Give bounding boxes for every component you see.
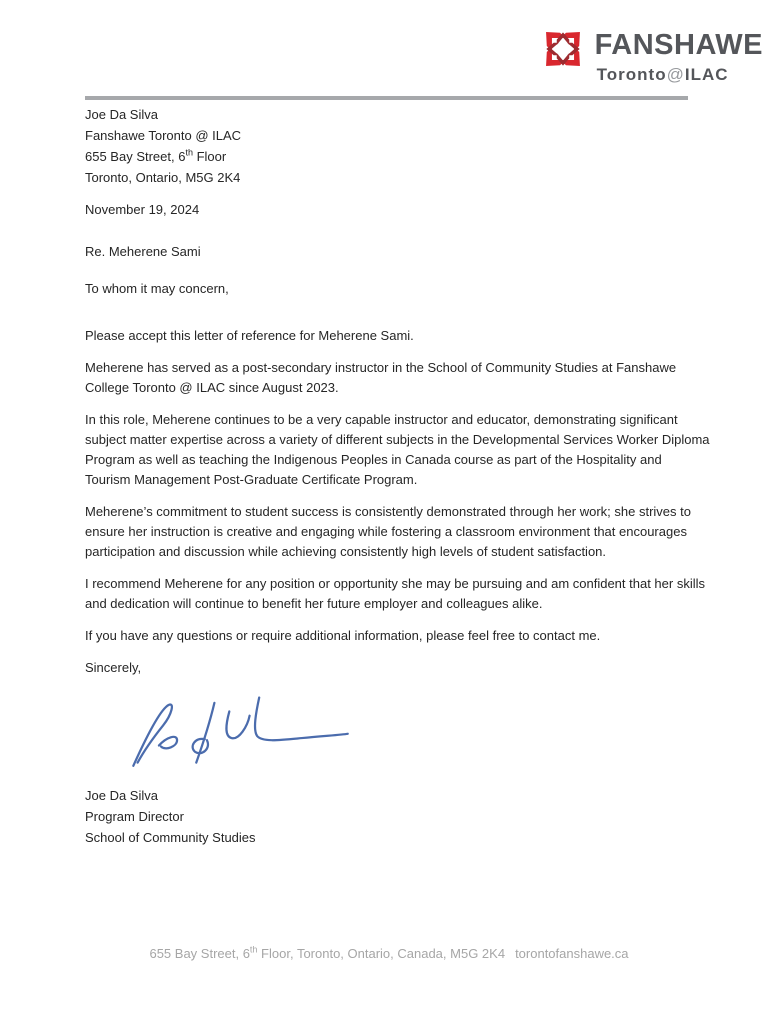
at-sign: @ (666, 65, 685, 84)
subject-line: Re. Meherene Sami (85, 244, 201, 259)
paragraph: Please accept this letter of reference for Meherene Sami. (85, 328, 414, 343)
footer-address-prefix: 655 Bay Street, 6 (149, 946, 250, 961)
fanshawe-starburst-icon (538, 24, 588, 74)
letter-date: November 19, 2024 (85, 202, 200, 217)
salutation: To whom it may concern, (85, 281, 229, 296)
footer-website: torontofanshawe.ca (515, 946, 629, 961)
signatory-title: Program Director (85, 809, 184, 824)
sub-brand-left: Toronto (596, 65, 667, 84)
letter-body (85, 104, 710, 848)
header-rule (85, 96, 688, 100)
sender-address-city: Toronto, Ontario, M5G 2K4 (85, 170, 241, 185)
street-ordinal: th (185, 147, 193, 158)
footer-address-ordinal: th (249, 944, 258, 955)
page-footer (0, 946, 778, 961)
paragraph: If you have any questions or require additional information, please feel free to contact me. (85, 628, 601, 643)
signature-strokes (90, 689, 390, 769)
sender-org: Fanshawe Toronto @ ILAC (85, 128, 242, 143)
sender-block (85, 104, 710, 188)
paragraph: I recommend Meherene for any position or opportunity she may be pursuing and am confident that her skills and dedication will continue to benefit her future employer and colleagues alike. (85, 576, 706, 611)
closing: Sincerely, (85, 660, 142, 675)
sender-address-street (85, 146, 710, 167)
fanshawe-logo (538, 24, 763, 83)
street-suffix: Floor (192, 149, 227, 164)
paragraph: Meherene’s commitment to student success is consistently demonstrated through her work; she strives to ensure her instruction is creative and engaging while fostering a classroom environment that encourages participation and discussion while achieving consistently high levels of student satisfaction. (85, 504, 691, 559)
paragraph: Meherene has served as a post-secondary instructor in the School of Community Studies at Fanshawe College Toronto @ ILAC since August 2023. (85, 360, 677, 395)
brand-subname (595, 66, 763, 83)
footer-address (149, 946, 505, 961)
signatory-block (85, 785, 710, 848)
footer-address-suffix: Floor, Toronto, Ontario, Canada, M5G 2K4 (257, 946, 506, 961)
paragraph: In this role, Meherene continues to be a very capable instructor and educator, demonstrating significant subject matter expertise across a variety of different subjects in the Developmental Services Worker Diploma Program as well as teaching the Indigenous Peoples in Canada course as part of the Hospitality and Tourism Management Post-Graduate Certificate Program. (85, 412, 710, 487)
logo-text (595, 24, 763, 83)
sender-name: Joe Da Silva (85, 107, 158, 122)
letterhead (0, 0, 778, 96)
signatory-name: Joe Da Silva (85, 788, 158, 803)
brand-name: FANSHAWE (594, 29, 763, 61)
street-prefix: 655 Bay Street, 6 (85, 149, 186, 164)
sub-brand-right: ILAC (684, 65, 729, 84)
signature-image (90, 689, 710, 769)
signatory-department: School of Community Studies (85, 830, 256, 845)
